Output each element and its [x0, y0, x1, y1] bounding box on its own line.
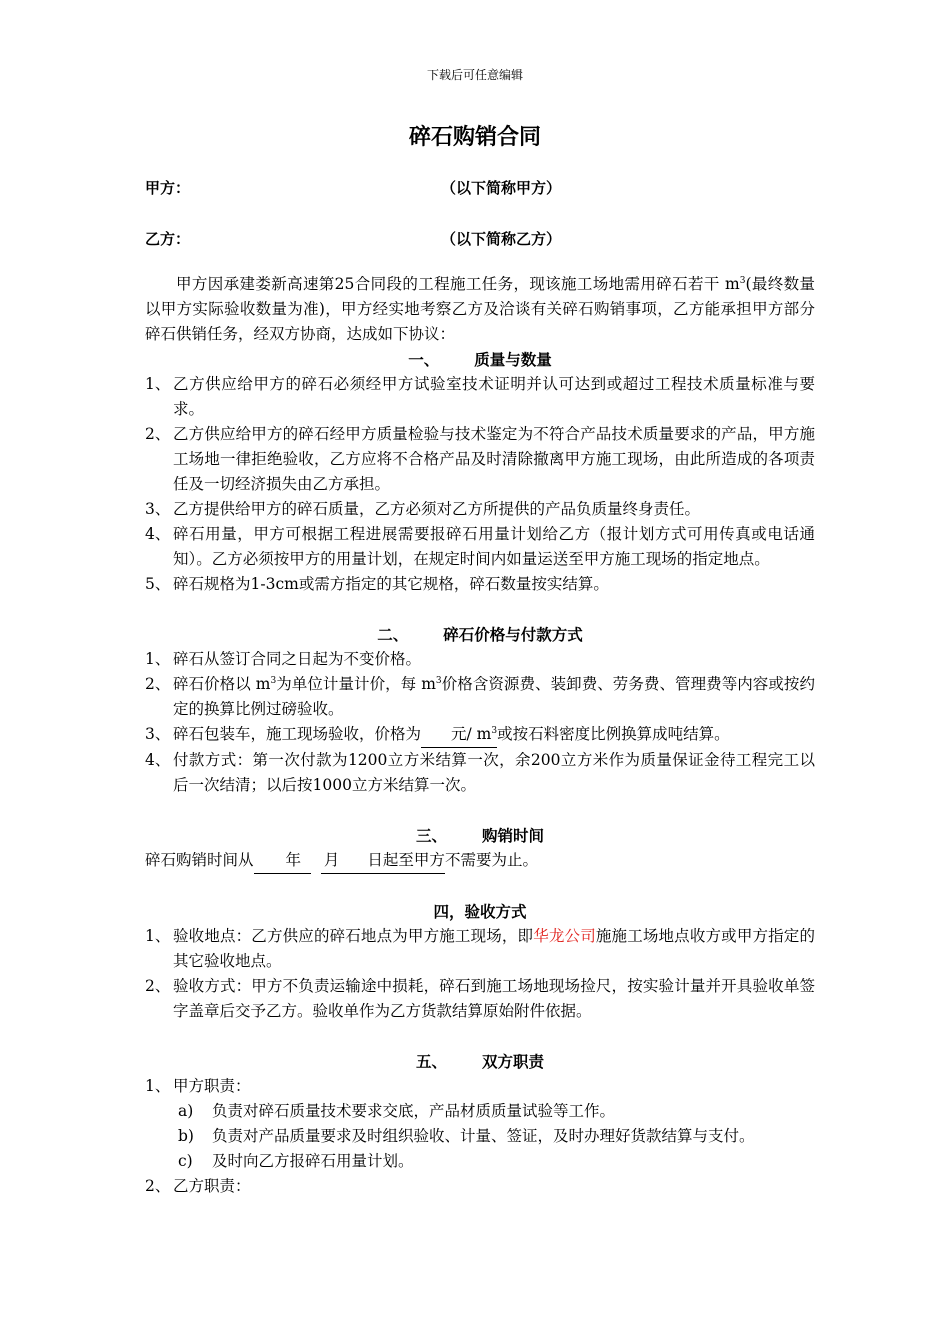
- sub-item-text: 及时向乙方报碎石用量计划。: [212, 1152, 414, 1170]
- list-item: [145, 572, 815, 597]
- text-part: 价格含资源费、装卸费、劳务费、管理费等内容或按约定的换算比例过磅验收。: [173, 675, 815, 718]
- purchase-period-line: [145, 848, 815, 874]
- sub-item: [145, 1149, 815, 1174]
- party-a-label: 甲方：: [145, 179, 191, 197]
- party-a-line: [145, 177, 825, 199]
- party-b-line: [145, 228, 825, 250]
- section-number: 二、: [377, 625, 409, 644]
- section-5-title: [145, 1049, 815, 1074]
- list-item: [145, 497, 815, 522]
- header-note: 下载后可任意编辑: [426, 68, 523, 82]
- item-index: 1、: [145, 650, 171, 668]
- document-title: 碎石购销合同: [408, 124, 541, 150]
- party-a-note: （以下简称甲方）: [441, 179, 562, 197]
- item-text: 乙方供应给甲方的碎石必须经甲方试验室技术证明并认可达到或超过工程技术质量标准与要求。: [173, 375, 815, 418]
- intro-sup: 3: [739, 275, 746, 286]
- list-item: [145, 748, 815, 798]
- section-1-title: [145, 347, 815, 372]
- item-index: 4、: [145, 525, 171, 543]
- section-number: 五、: [415, 1052, 447, 1071]
- spacer: [145, 1024, 815, 1049]
- party-b-label: 乙方：: [145, 230, 191, 248]
- sub-item-index: b): [178, 1127, 194, 1145]
- item-index: 3、: [145, 500, 171, 518]
- section-title-text: 质量与数量: [474, 350, 552, 369]
- sub-item-index: a): [178, 1102, 194, 1120]
- year-blank: [254, 848, 312, 874]
- list-item: [145, 1074, 815, 1099]
- text-part: 为单位计量计价，每 m: [276, 675, 436, 693]
- spacer: [145, 798, 815, 823]
- list-item: [145, 522, 815, 572]
- to-label: 至甲方: [398, 851, 445, 869]
- item-text: 甲方职责：: [173, 1077, 251, 1095]
- item-text: 碎石规格为1-3cm或需方指定的其它规格，碎石数量按实结算。: [173, 575, 609, 593]
- item-index: 1、: [145, 927, 171, 945]
- section-3-title: [145, 823, 815, 848]
- item-text: 付款方式：第一次付款为1200立方米结算一次，余200立方米作为质量保证金待工程完工以后一次结清；以后按1000立方米结算一次。: [173, 751, 815, 794]
- text-part: 不需要为止。: [444, 851, 538, 869]
- item-index: 3、: [145, 725, 171, 743]
- to-blank: [398, 848, 445, 874]
- item-index: 2、: [145, 675, 171, 693]
- text-part: 碎石包装车，施工现场验收，价格为: [173, 725, 422, 743]
- item-text: [173, 924, 815, 974]
- sub-item: [145, 1124, 815, 1149]
- party-b-note: （以下简称乙方）: [441, 230, 562, 248]
- list-item: [145, 672, 815, 722]
- list-item: [145, 647, 815, 672]
- day-label: 日起: [367, 851, 399, 869]
- intro-text-2: (最终数量以甲方实际验收数量为准)，甲方经实地考察乙方及洽谈有关碎石购销事项，乙方能承担甲方部分碎石供销任务，经双方协商，达成如下协议：: [145, 275, 815, 343]
- section-number: 一、: [408, 350, 440, 369]
- item-index: 5、: [145, 575, 171, 593]
- day-blank: [351, 848, 398, 874]
- section-title-text: 双方职责: [481, 1052, 544, 1071]
- text-part: 碎石价格以 m: [173, 675, 271, 693]
- price-unit: 元/ m: [451, 725, 492, 743]
- section-2-title: [145, 622, 815, 647]
- item-text: 乙方提供给甲方的碎石质量，乙方必须对乙方所提供的产品负质量终身责任。: [173, 500, 701, 518]
- sub-item-text: 负责对碎石质量技术要求交底，产品材质质量试验等工作。: [212, 1102, 616, 1120]
- item-text: [173, 722, 815, 748]
- month-label: 月: [323, 851, 340, 869]
- list-item: [145, 974, 815, 1024]
- sub-item-text: 负责对产品质量要求及时组织验收、计量、签证，及时办理好货款结算与支付。: [212, 1127, 755, 1145]
- section-4-title: 四，验收方式: [433, 902, 527, 921]
- item-index: 2、: [145, 1177, 171, 1195]
- text-part: 验收地点：乙方供应的碎石地点为甲方施工现场，即: [173, 927, 534, 945]
- list-item: [145, 372, 815, 422]
- item-text: 乙方供应给甲方的碎石经甲方质量检验与技术鉴定为不符合产品技术质量要求的产品，甲方施工场地一律拒绝验收，乙方应将不合格产品及时清除撤离甲方施工现场，由此所造成的各项责任及一切经济损失由乙方承担。: [173, 425, 815, 493]
- item-index: 1、: [145, 375, 171, 393]
- sup: 3: [435, 675, 442, 686]
- spacer: [145, 597, 815, 622]
- text-part: 或按石料密度比例换算成吨结算。: [497, 725, 730, 743]
- section-title-text: 碎石价格与付款方式: [443, 625, 583, 644]
- intro-text-1: 甲方因承建娄新高速第25合同段的工程施工任务，现该施工场地需用碎石若干 m: [176, 275, 740, 293]
- price-blank: [421, 722, 497, 748]
- item-index: 2、: [145, 425, 171, 443]
- item-text: 碎石从签订合同之日起为不变价格。: [173, 650, 422, 668]
- item-text: 碎石用量，甲方可根据工程进展需要报碎石用量计划给乙方（报计划方式可用传真或电话通知）。乙方必须按甲方的用量计划，在规定时间内如量运送至甲方施工现场的指定地点。: [173, 525, 815, 568]
- list-item: [145, 1174, 815, 1199]
- year-label: 年: [285, 851, 302, 869]
- section-number: 三、: [415, 826, 447, 845]
- text-part: 碎石购销时间从: [145, 851, 254, 869]
- list-item: [145, 722, 815, 748]
- list-item: [145, 422, 815, 497]
- text-part: 施施工场地点收方或甲方指定的其它验收地点。: [173, 927, 815, 970]
- list-item: [145, 924, 815, 974]
- section-title-text: 购销时间: [481, 826, 544, 845]
- intro-paragraph: [145, 272, 815, 347]
- item-text: [173, 672, 815, 722]
- month-blank: [321, 848, 352, 874]
- item-index: 2、: [145, 977, 171, 995]
- contract-body: [145, 272, 815, 1199]
- item-index: 1、: [145, 1077, 171, 1095]
- item-text: 乙方职责：: [173, 1177, 251, 1195]
- sub-item: [145, 1099, 815, 1124]
- spacer: [145, 874, 815, 899]
- sup: 3: [270, 675, 277, 686]
- company-name: 华龙公司: [533, 927, 596, 945]
- sup: 3: [491, 725, 498, 736]
- sub-item-index: c): [178, 1152, 193, 1170]
- item-index: 4、: [145, 751, 171, 769]
- item-text: 验收方式：甲方不负责运输途中损耗，碎石到施工场地现场捡尺，按实验计量并开具验收单签字盖章后交予乙方。验收单作为乙方货款结算原始附件依据。: [173, 977, 815, 1020]
